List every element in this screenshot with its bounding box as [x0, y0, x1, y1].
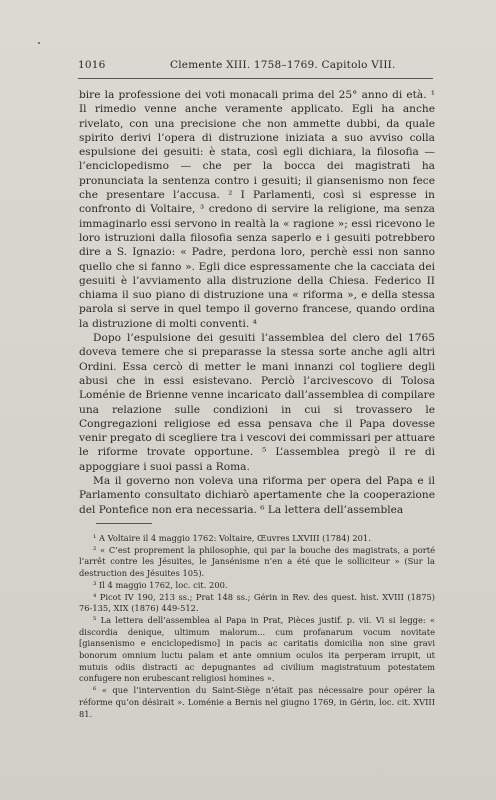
footnote: ⁵ La lettera dell’assemblea al Papa in Prat, Pièces justif. p. vii. Vi si legge: « discordia denique, ultimum malorum... cum profanarum vocum novitate [giansenismo e enciclopedismo] in pacis ac caritatis domicilia non sine gravi bonorum omnium luctu palam et ante omnium oculos ita perperam irrupit, ut mutuis odiis distracti ac depugnantes ad civilium magistratuum potestatem confugere non erubescant religiosi homines ». — [79, 614, 435, 684]
footnote: ⁶ « que l’intervention du Saint-Siège n’était pas nécessaire pour opérer la réforme qu’on désirait ». Loménie a Bernis nel giugno 1769, in Gérin, loc. cit. XVIII 81. — [79, 685, 435, 719]
footnote: ³ Il 4 maggio 1762, loc. cit. 200. — [93, 579, 228, 590]
running-title: Clemente XIII. 1758–1769. Capitolo VIII. — [170, 59, 396, 71]
running-header — [78, 59, 433, 73]
footnote: ² « C’est proprement la philosophie, qui par la bouche des magistrats, a porté l’arrêt contre les Jésuites, le Jansénisme n’en a été que le solliciteur » (Sur la destruction des Jésuites 105). — [79, 544, 435, 579]
footnotes — [79, 533, 435, 720]
page-number: 1016 — [78, 59, 106, 71]
main-text — [79, 88, 435, 517]
paragraph: Dopo l’espulsione dei gesuiti l’assemblea del clero del 1765 doveva temere che si preparasse la stessa sorte anche agli altri Ordini. Essa cercò di metter le mani innanzi col togliere degli abusi che in essi esistevano. Perciò l’arcivescovo di Tolosa Loménie de Brienne venne incaricato dall’assemblea di compilare una relazione sulle condizioni in cui si trovassero le Congregazioni religiose ed essa pensava che il Papa dovesse venir pregato di scegliere tra i vescovi dei commissari per attuare le riforme trovate opportune. ⁵ L’assemblea pregò il re di appoggiare i suoi passi a Roma. — [79, 332, 435, 473]
paragraph: Ma il governo non voleva una riforma per opera del Papa e il Parlamento consultato dichiarò apertamente che la cooperazione del Pontefice non era necessaria. ⁶ La lettera dell’assemblea — [79, 475, 435, 516]
footnote-rule — [96, 523, 152, 524]
footnote: ⁴ Picot IV 190, 213 ss.; Prat 148 ss.; Gérin in Rev. des quest. hist. XVIII (1875) 76-135, XIX (1876) 449-512. — [79, 591, 435, 614]
header-rule — [78, 78, 433, 79]
print-speck — [38, 42, 40, 44]
paragraph: bire la professione dei voti monacali prima del 25° anno di età. ¹ Il rimedio venne anche veramente applicato. Egli ha anche rivelato, con una precisione che non ammette dubbi, da quale spirito derivi l’opera di distruzione iniziata a suo avviso colla espulsione dei gesuiti: è stata, così egli dichiara, la filosofia — l’enciclopedismo — che per la bocca dei magistrati ha pronunciata la sentenza contro i gesuiti; il giansenismo non fece che presentare l’accusa. ² I Parlamenti, così si espresse in confronto di Voltaire, ³ credono di servire la religione, ma senza immaginarlo essi servono in realtà la « ragione »; essi ricevono le loro istruzioni dalla filosofia senza saperlo e i gesuiti potrebbero dire a S. Ignazio: « Padre, perdona loro, perchè essi non sanno quello che si fanno ». Egli dice espressamente che la cacciata dei gesuiti è l’avviamento alla distruzione della Chiesa. Federico II chiama il suo piano di distruzione una « riforma », e della stessa parola si serve in quel tempo il governo francese, quando ordina la distruzione di molti conventi. ⁴ — [79, 89, 435, 330]
footnote: ¹ A Voltaire il 4 maggio 1762: Voltaire, Œuvres LXVIII (1784) 201. — [93, 533, 371, 543]
